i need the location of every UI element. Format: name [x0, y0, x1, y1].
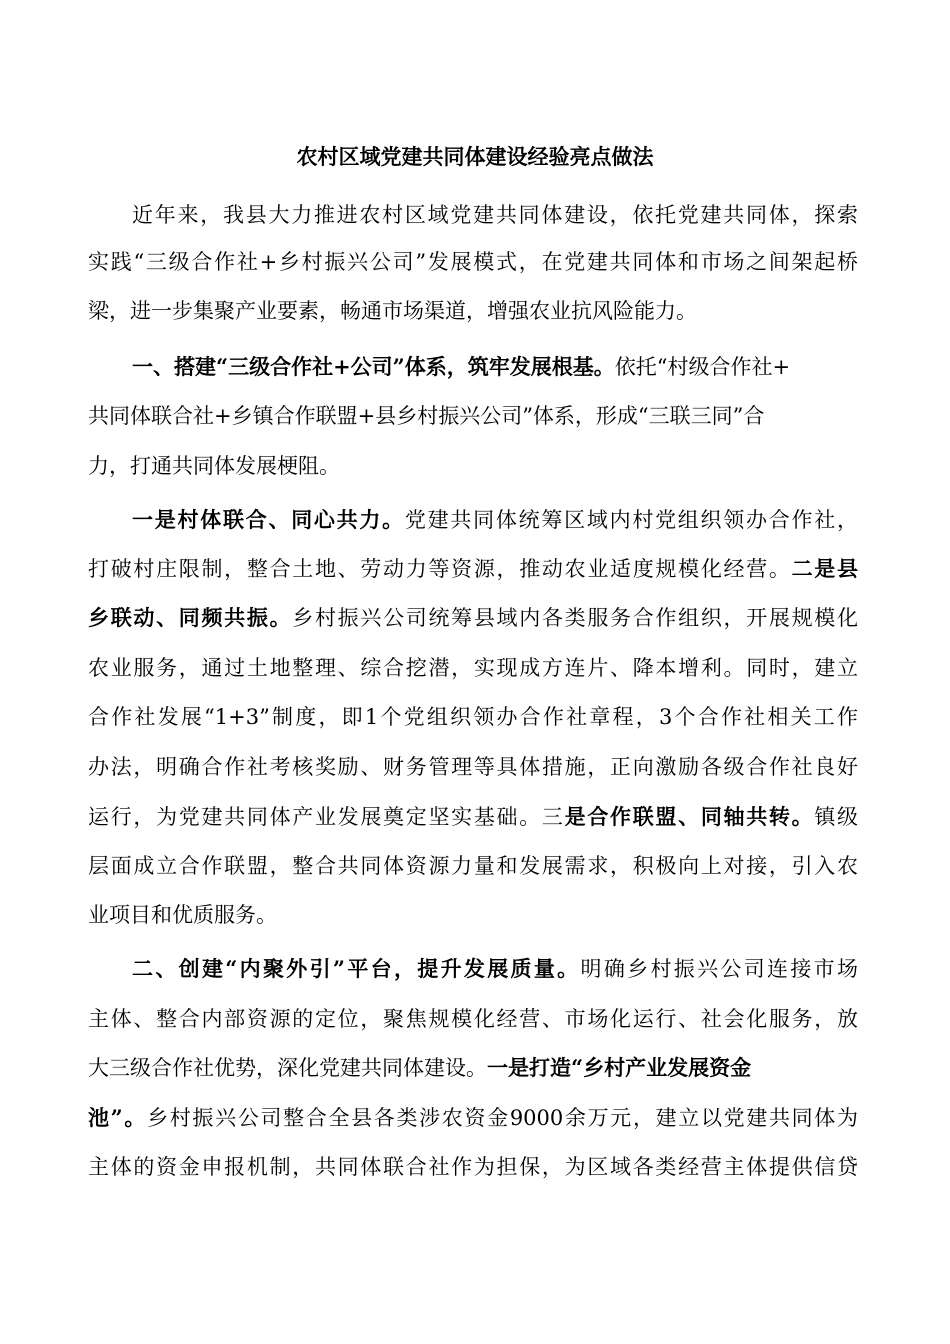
subheading: 一是村体联合、同心共力。	[132, 507, 405, 532]
subheading: 乡联动、同频共振。	[88, 605, 293, 630]
text-run: 乡村振兴公司整合全县各类涉农资金9000余万元，建立以党建共同体为	[147, 1106, 858, 1130]
text-line	[88, 742, 858, 792]
text-run: 党建共同体统筹区域内村党组织领办合作社，	[404, 508, 859, 532]
text-run: 梁，进一步集聚产业要素，畅通市场渠道，增强农业抗风险能力。	[88, 299, 697, 323]
text-run: 明确乡村振兴公司连接市场	[580, 957, 858, 981]
text-line	[88, 391, 764, 441]
subheading: 二是县	[791, 556, 859, 581]
text-run: 依托“村级合作社+	[614, 355, 791, 379]
text-line	[88, 1142, 858, 1192]
page-title: 农村区域党建共同体建设经验亮点做法	[296, 144, 654, 169]
text-line	[132, 495, 858, 545]
text-line	[88, 841, 858, 891]
text-run: 办法，明确合作社考核奖励、财务管理等具体措施，正向激励各级合作社良好	[88, 755, 858, 779]
text-run: 主体、整合内部资源的定位，聚焦规模化经营、市场化运行、社会化服务，放	[88, 1007, 858, 1031]
text-run: 力，打通共同体发展梗阻。	[88, 454, 340, 478]
subheading: 一是打造“乡村产业发展资金	[487, 1055, 752, 1080]
text-line	[88, 994, 858, 1044]
text-run: 打破村庄限制，整合土地、劳动力等资源，推动农业适度规模化经营。	[88, 557, 792, 581]
text-line	[88, 237, 858, 287]
text-line	[88, 692, 858, 742]
text-run: 近年来，我县大力推进农村区域党建共同体建设，依托党建共同体，探索	[132, 203, 858, 227]
text-run: 实践“三级合作社+乡村振兴公司”发展模式，在党建共同体和市场之间架起桥	[88, 250, 858, 274]
section-heading: 二、创建“内聚外引”平台，提升发展质量。	[132, 956, 581, 981]
text-run: 合作社发展“1+3”制度，即1个党组织领办合作社章程，3个合作社相关工作	[88, 705, 858, 729]
text-run: 乡村振兴公司统筹县域内各类服务合作组织，开展规模化	[292, 606, 859, 630]
text-run: 大三级合作社优势，深化党建共同体建设。	[88, 1056, 487, 1080]
text-line	[88, 544, 858, 594]
section-heading: 一、搭建“三级合作社+公司”体系，筑牢发展根基。	[132, 354, 615, 379]
text-run: 共同体联合社+乡镇合作联盟+县乡村振兴公司”体系，形成“三联三同”合	[88, 404, 765, 428]
text-line	[132, 190, 858, 240]
text-line	[132, 944, 858, 994]
text-line	[88, 890, 277, 940]
subheading: 池”。	[88, 1105, 148, 1130]
text-line	[88, 286, 697, 336]
text-run: 镇级	[814, 805, 859, 829]
text-line	[88, 1093, 858, 1143]
text-line	[88, 792, 858, 842]
text-run: 农业服务，通过土地整理、综合挖潜，实现成方连片、降本增利。同时，建立	[88, 656, 858, 680]
text-run: 层面成立合作联盟，整合共同体资源力量和发展需求，积极向上对接，引入农	[88, 854, 858, 878]
text-line	[88, 441, 340, 491]
text-run: 业项目和优质服务。	[88, 903, 277, 927]
text-line	[132, 342, 790, 392]
text-line	[88, 1043, 751, 1093]
text-line	[88, 643, 858, 693]
text-line	[88, 593, 858, 643]
text-run: 主体的资金申报机制，共同体联合社作为担保，为区域各类经营主体提供信贷	[88, 1155, 858, 1179]
subheading: 是合作联盟、同轴共转。	[564, 804, 815, 829]
text-run: 运行，为党建共同体产业发展奠定坚实基础。三	[88, 805, 565, 829]
